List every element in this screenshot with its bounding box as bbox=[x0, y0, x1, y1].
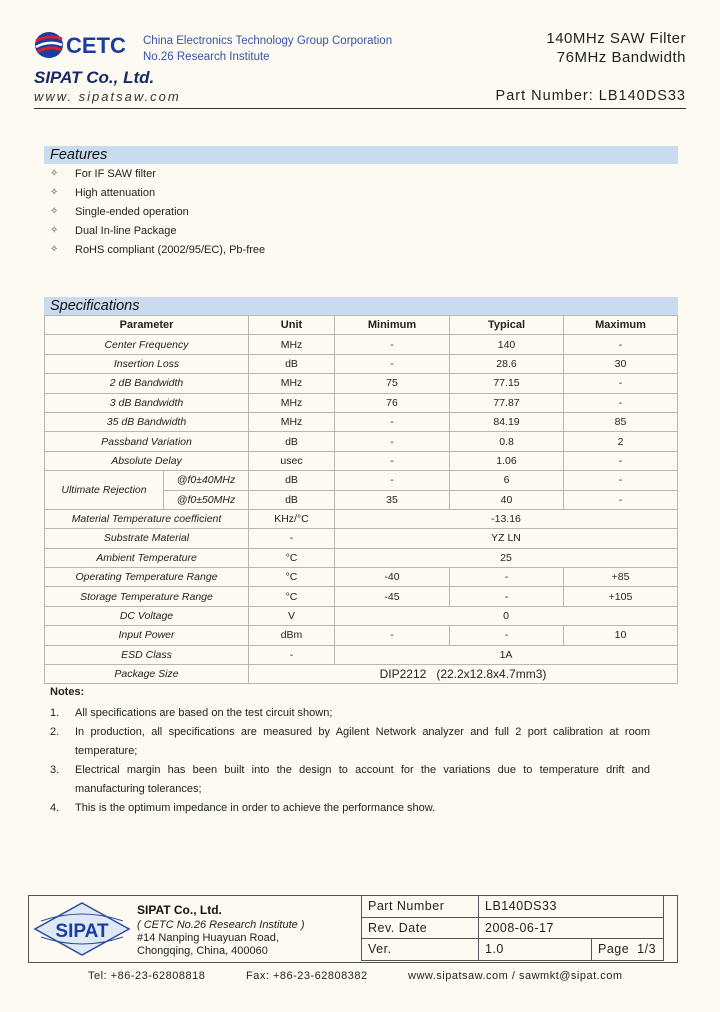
globe-icon bbox=[34, 30, 64, 60]
features-heading: Features bbox=[44, 146, 678, 164]
corp-name: China Electronics Technology Group Corporation bbox=[143, 35, 393, 47]
footer-document-info bbox=[361, 895, 664, 961]
footer-web-email[interactable]: www.sipatsaw.com / sawmkt@sipat.com bbox=[408, 970, 623, 982]
diamond-bullet-icon: ✧ bbox=[50, 168, 59, 179]
diamond-bullet-icon: ✧ bbox=[50, 225, 59, 236]
page-indicator: Page 1/3 bbox=[592, 939, 664, 961]
feature-item: ✧ High attenuation bbox=[50, 187, 156, 199]
col-typical: Typical bbox=[450, 316, 564, 335]
cetc-logo bbox=[34, 28, 134, 64]
header-divider bbox=[34, 108, 686, 109]
feature-item: ✧ Dual In-line Package bbox=[50, 225, 177, 237]
version-value: 1.0 bbox=[479, 939, 592, 961]
part-number-heading: Part Number: LB140DS33 bbox=[495, 88, 686, 104]
diamond-bullet-icon: ✧ bbox=[50, 206, 59, 217]
table-row: DC Voltage V 0 bbox=[45, 606, 678, 625]
note-item: 2. In production, all specifications are measured by Agilent Network analyzer and full 2 port calibration at room temperature; bbox=[50, 726, 650, 757]
table-row: Operating Temperature Range °C -40 - +85 bbox=[45, 568, 678, 587]
product-title: 140MHz SAW Filter bbox=[546, 30, 686, 47]
cetc-logo-text: CETC bbox=[66, 33, 126, 58]
corp-institute: No.26 Research Institute bbox=[143, 51, 270, 63]
col-parameter: Parameter bbox=[45, 316, 249, 335]
table-row: @f0±50MHz dB 35 40 - bbox=[45, 490, 678, 509]
table-row: Material Temperature coefficient KHz/°C -13.16 bbox=[45, 509, 678, 528]
col-unit: Unit bbox=[249, 316, 335, 335]
rev-date-value: 2008-06-17 bbox=[479, 917, 664, 939]
specifications-table bbox=[44, 315, 678, 684]
col-maximum: Maximum bbox=[564, 316, 678, 335]
table-row: Package Size DIP2212 (22.2x12.8x4.7mm3) bbox=[45, 665, 678, 684]
table-row: 35 dB Bandwidth MHz - 84.19 85 bbox=[45, 412, 678, 431]
diamond-bullet-icon: ✧ bbox=[50, 187, 59, 198]
package-size-value: DIP2212 (22.2x12.8x4.7mm3) bbox=[249, 665, 678, 684]
table-row: 3 dB Bandwidth MHz 76 77.87 - bbox=[45, 393, 678, 412]
rev-date-label: Rev. Date bbox=[362, 917, 479, 939]
company-name: SIPAT Co., Ltd. bbox=[34, 68, 155, 87]
table-header-row bbox=[45, 316, 678, 335]
note-item: 1. All specifications are based on the test circuit shown; bbox=[50, 707, 333, 719]
table-row: Absolute Delay usec - 1.06 - bbox=[45, 451, 678, 470]
note-item: 4. This is the optimum impedance in order to achieve the performance show. bbox=[50, 802, 436, 814]
footer-institute: ( CETC No.26 Research Institute ) bbox=[137, 919, 305, 931]
table-row: Center Frequency MHz - 140 - bbox=[45, 335, 678, 354]
version-label: Ver. bbox=[362, 939, 479, 961]
footer-fax: Fax: +86-23-62808382 bbox=[246, 970, 368, 982]
specifications-heading: Specifications bbox=[44, 297, 678, 315]
footer-tel: Tel: +86-23-62808818 bbox=[88, 970, 206, 982]
table-row: Passband Variation dB - 0.8 2 bbox=[45, 432, 678, 451]
table-row: Substrate Material - YZ LN bbox=[45, 529, 678, 548]
notes-section bbox=[50, 686, 650, 818]
sipat-logo-text: SIPAT bbox=[55, 921, 109, 942]
footer-address-line1: #14 Nanping Huayuan Road, bbox=[137, 932, 279, 944]
feature-item: ✧ RoHS compliant (2002/95/EC), Pb-free bbox=[50, 244, 266, 256]
features-list bbox=[50, 166, 265, 261]
diamond-bullet-icon: ✧ bbox=[50, 244, 59, 255]
feature-item: ✧ For IF SAW filter bbox=[50, 168, 156, 180]
product-bandwidth: 76MHz Bandwidth bbox=[556, 49, 686, 66]
table-row: Insertion Loss dB - 28.6 30 bbox=[45, 354, 678, 373]
table-row: Input Power dBm - - 10 bbox=[45, 626, 678, 645]
footer-address-line2: Chongqing, China, 400060 bbox=[137, 945, 268, 957]
note-item: 3. Electrical margin has been built into the design to account for the variations due to temperature drift and manufacturing tolerances; bbox=[50, 764, 650, 795]
table-row: Storage Temperature Range °C -45 - +105 bbox=[45, 587, 678, 606]
part-number-value: LB140DS33 bbox=[479, 896, 664, 918]
part-number-label: Part Number bbox=[362, 896, 479, 918]
feature-item: ✧ Single-ended operation bbox=[50, 206, 189, 218]
table-row: Ambient Temperature °C 25 bbox=[45, 548, 678, 567]
table-row: 2 dB Bandwidth MHz 75 77.15 - bbox=[45, 374, 678, 393]
col-minimum: Minimum bbox=[335, 316, 450, 335]
table-row: ESD Class - 1A bbox=[45, 645, 678, 664]
website-link[interactable]: www. sipatsaw.com bbox=[34, 89, 181, 104]
table-row: Ultimate Rejection @f0±40MHz dB - 6 - bbox=[45, 471, 678, 490]
notes-heading: Notes: bbox=[50, 686, 85, 698]
sipat-logo-icon bbox=[33, 901, 131, 957]
footer-company: SIPAT Co., Ltd. bbox=[137, 903, 222, 917]
